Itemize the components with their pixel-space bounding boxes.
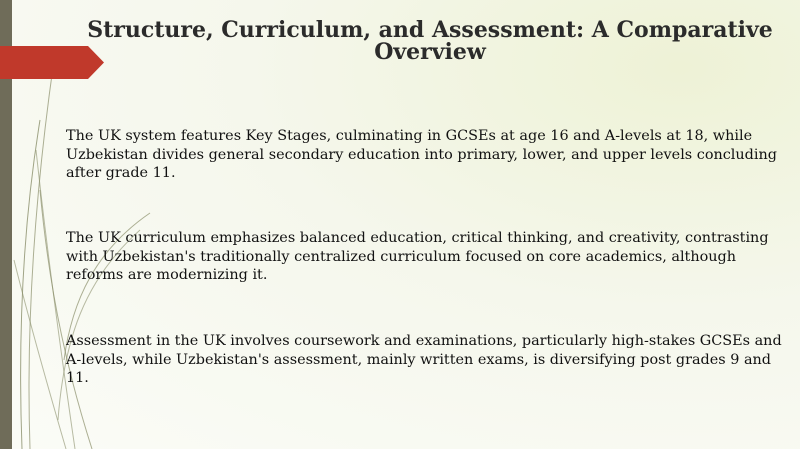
slide-title: Structure, Curriculum, and Assessment: A Comparative Overview <box>87 17 773 65</box>
paragraph-structure: The UK system features Key Stages, culminating in GCSEs at age 16 and A-levels at 18, while Uzbekistan divides general secondary education into primary, lower, and upper levels concluding after grade 11. <box>66 128 777 181</box>
paragraph-assessment: Assessment in the UK involves coursework and examinations, particularly high-stakes GCSEs and A-levels, while Uzbekistan's assessment, mainly written exams, is diversifying post grades 9 and 11. <box>66 333 782 386</box>
paragraph-curriculum: The UK curriculum emphasizes balanced education, critical thinking, and creativity, contrasting with Uzbekistan's traditionally centralized curriculum focused on core academics, although reforms are modernizing it. <box>66 230 769 283</box>
